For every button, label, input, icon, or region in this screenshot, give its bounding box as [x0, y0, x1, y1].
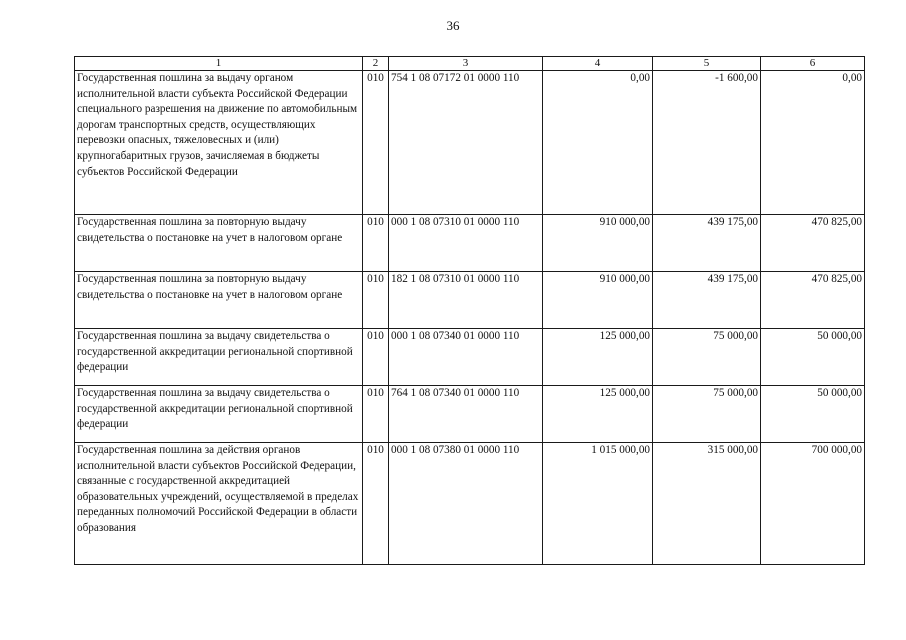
row-value-col4: 125 000,00 [543, 329, 653, 386]
row-value-col6: 470 825,00 [761, 272, 865, 329]
table-row [75, 329, 865, 386]
row-value-col6: 470 825,00 [761, 215, 865, 272]
row-name: Государственная пошлина за повторную выдачу свидетельства о постановке на учет в налоговом органе [75, 215, 363, 272]
row-value-col6: 0,00 [761, 71, 865, 215]
row-name: Государственная пошлина за повторную выдачу свидетельства о постановке на учет в налоговом органе [75, 272, 363, 329]
row-value-col4: 910 000,00 [543, 215, 653, 272]
row-line-code: 010 [363, 215, 389, 272]
row-value-col6: 700 000,00 [761, 443, 865, 565]
row-budget-code: 754 1 08 07172 01 0000 110 [389, 71, 543, 215]
row-name: Государственная пошлина за выдачу свидетельства о государственной аккредитации региональной спортивной федерации [75, 329, 363, 386]
row-name: Государственная пошлина за выдачу органом исполнительной власти субъекта Российской Федерации специального разрешения на движение по автомобильным дорогам транспортных средств, осуществляющих перевозки опасных, тяжеловесных и (или) крупногабаритных грузов, зачисляемая в бюджеты субъектов Российской Федерации [75, 71, 363, 215]
row-budget-code: 000 1 08 07340 01 0000 110 [389, 329, 543, 386]
row-line-code: 010 [363, 386, 389, 443]
row-line-code: 010 [363, 272, 389, 329]
column-header-1: 1 [75, 57, 363, 71]
row-value-col6: 50 000,00 [761, 329, 865, 386]
row-name: Государственная пошлина за выдачу свидетельства о государственной аккредитации региональной спортивной федерации [75, 386, 363, 443]
column-header-5: 5 [653, 57, 761, 71]
row-value-col4: 125 000,00 [543, 386, 653, 443]
table-row [75, 386, 865, 443]
row-budget-code: 764 1 08 07340 01 0000 110 [389, 386, 543, 443]
column-header-4: 4 [543, 57, 653, 71]
table-row [75, 272, 865, 329]
table-body [75, 71, 865, 565]
row-value-col5: -1 600,00 [653, 71, 761, 215]
table-row [75, 443, 865, 565]
row-name: Государственная пошлина за действия органов исполнительной власти субъектов Российской Федерации, связанные с государственной аккредитацией образовательных учреждений, осуществляемой в пределах переданных полномочий Российской Федерации в области образования [75, 443, 363, 565]
table-row [75, 71, 865, 215]
header-row [75, 57, 865, 71]
row-value-col6: 50 000,00 [761, 386, 865, 443]
row-value-col4: 1 015 000,00 [543, 443, 653, 565]
page-number: 36 [446, 18, 460, 33]
row-value-col4: 910 000,00 [543, 272, 653, 329]
row-budget-code: 000 1 08 07380 01 0000 110 [389, 443, 543, 565]
row-value-col5: 439 175,00 [653, 215, 761, 272]
row-budget-code: 182 1 08 07310 01 0000 110 [389, 272, 543, 329]
row-budget-code: 000 1 08 07310 01 0000 110 [389, 215, 543, 272]
row-line-code: 010 [363, 329, 389, 386]
row-value-col4: 0,00 [543, 71, 653, 215]
row-line-code: 010 [363, 71, 389, 215]
table-row [75, 215, 865, 272]
row-value-col5: 75 000,00 [653, 329, 761, 386]
column-header-2: 2 [363, 57, 389, 71]
row-value-col5: 75 000,00 [653, 386, 761, 443]
column-header-3: 3 [389, 57, 543, 71]
table-header [75, 57, 865, 71]
row-value-col5: 315 000,00 [653, 443, 761, 565]
column-header-6: 6 [761, 57, 865, 71]
row-line-code: 010 [363, 443, 389, 565]
budget-table [74, 56, 865, 565]
row-value-col5: 439 175,00 [653, 272, 761, 329]
